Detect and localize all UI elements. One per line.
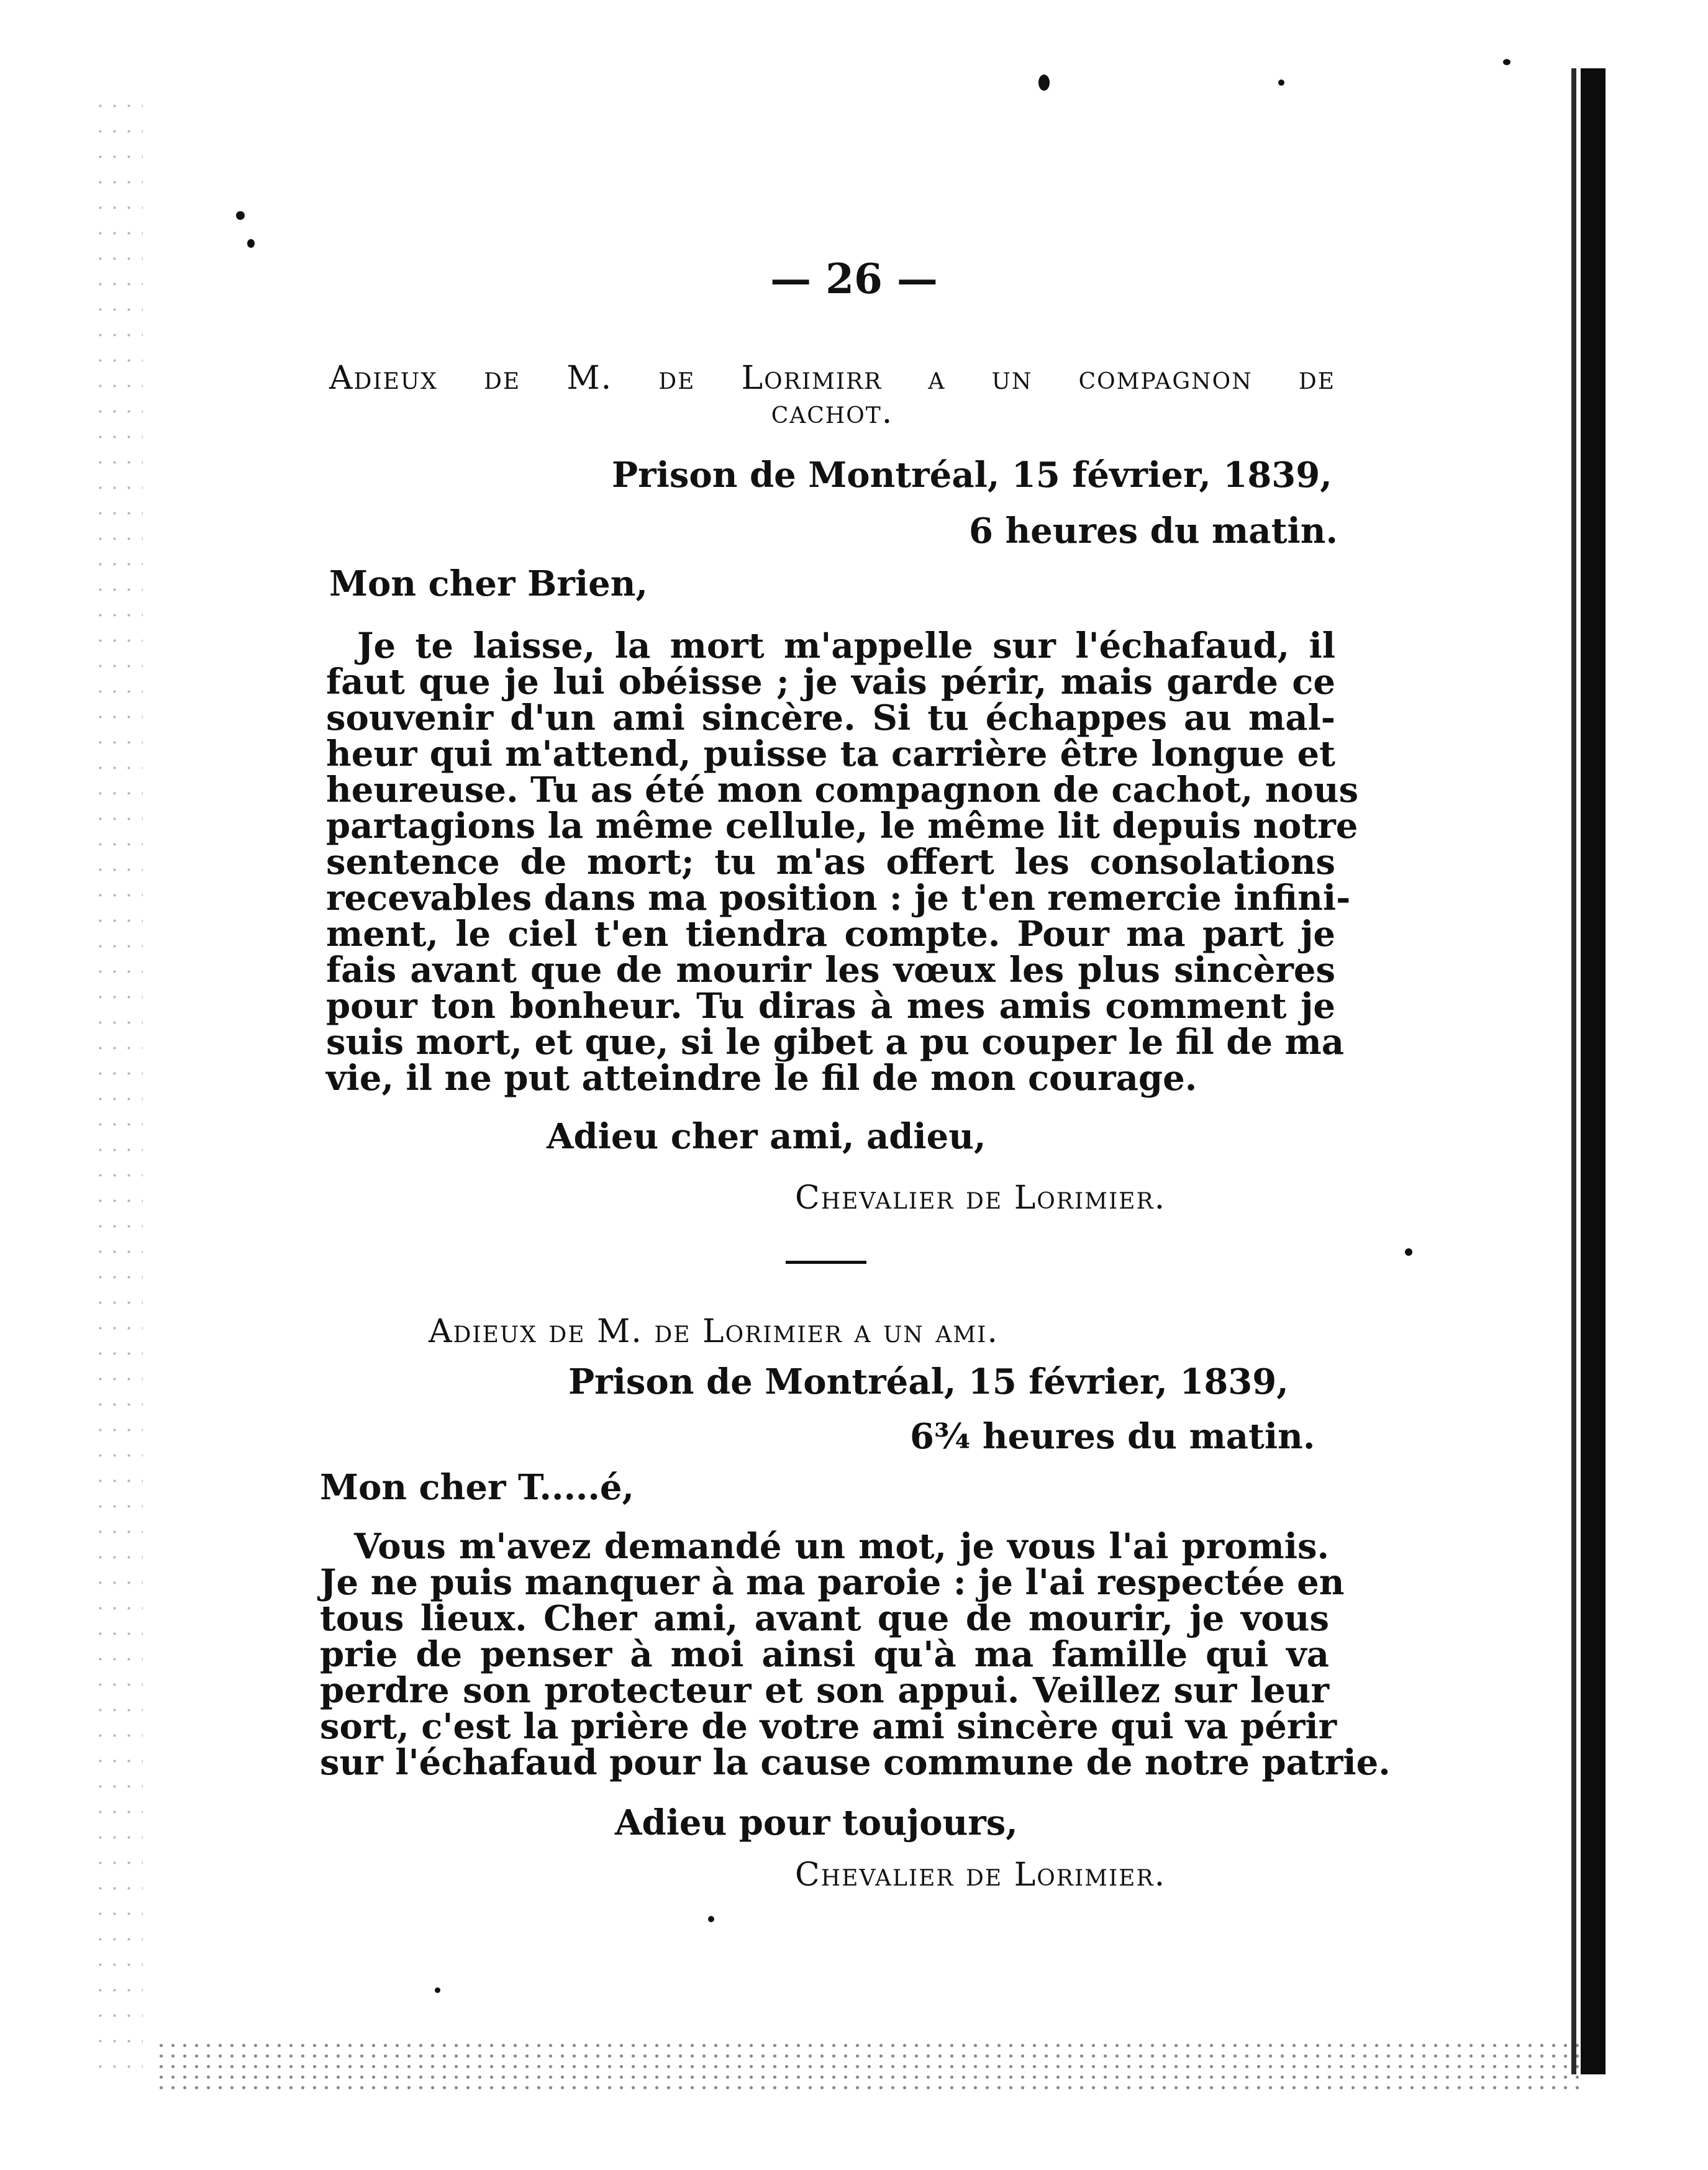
scan-speck bbox=[236, 211, 245, 220]
letter1-body-line: pour ton bonheur. Tu diras à mes amis comment je bbox=[326, 986, 1335, 1027]
letter2-signature: Chevalier de Lorimier. bbox=[795, 1856, 1166, 1894]
scan-speck bbox=[247, 239, 255, 248]
left-edge-speckle bbox=[93, 93, 143, 2081]
letter1-body-line: partagions la même cellule, le même lit depuis notre bbox=[326, 806, 1358, 847]
letter2-closing: Adieu pour toujours, bbox=[615, 1802, 1018, 1843]
letter2-time: 6¾ heures du matin. bbox=[910, 1416, 1315, 1457]
letter1-body-line: heur qui m'attend, puisse ta carrière être longue et bbox=[326, 733, 1335, 774]
letter1-body-line: heureuse. Tu as été mon compagnon de cachot, nous bbox=[326, 769, 1359, 810]
scan-speck bbox=[1405, 1248, 1412, 1256]
page-number: — 26 — bbox=[770, 255, 938, 303]
letter1-body-line: sentence de mort; tu m'as offert les consolations bbox=[326, 842, 1335, 883]
letter1-title: Adieux de M. de Lorimirr a un compagnon de bbox=[329, 360, 1335, 397]
letter1-salutation: Mon cher Brien, bbox=[329, 563, 648, 604]
scan-speck bbox=[1278, 79, 1284, 86]
letter1-closing: Adieu cher ami, adieu, bbox=[547, 1116, 986, 1157]
letter1-title-cont: cachot. bbox=[771, 394, 894, 431]
letter1-signature: Chevalier de Lorimier. bbox=[795, 1179, 1166, 1217]
letter2-body-line: sur l'échafaud pour la cause commune de notre patrie. bbox=[320, 1742, 1391, 1783]
letter1-time: 6 heures du matin. bbox=[969, 511, 1338, 552]
letter1-body-line: fais avant que de mourir les vœux les plus sincères bbox=[326, 950, 1335, 991]
scan-speck bbox=[1038, 75, 1050, 91]
letter2-body-line: tous lieux. Cher ami, avant que de mourir, je vous bbox=[320, 1598, 1329, 1639]
section-divider bbox=[786, 1261, 866, 1264]
letter2-salutation: Mon cher T.....é, bbox=[320, 1467, 635, 1508]
letter2-body-line: sort, c'est la prière de votre ami sincère qui va périr bbox=[320, 1706, 1337, 1747]
bottom-edge-speckle bbox=[155, 2040, 1584, 2090]
scan-speck bbox=[435, 1987, 440, 1993]
letter2-body-line: prie de penser à moi ainsi qu'à ma famille qui va bbox=[320, 1634, 1329, 1675]
letter1-body-line: vie, il ne put atteindre le fil de mon courage. bbox=[326, 1058, 1197, 1099]
letter1-body-line: faut que je lui obéisse ; je vais périr, mais garde ce bbox=[326, 661, 1335, 702]
letter1-body-line: suis mort, et que, si le gibet a pu couper le fil de ma bbox=[326, 1022, 1345, 1063]
letter1-body-line: ment, le ciel t'en tiendra compte. Pour ma part je bbox=[326, 914, 1335, 955]
binding-edge-thin bbox=[1571, 68, 1576, 2074]
letter1-body-line: recevables dans ma position : je t'en remercie infini- bbox=[326, 878, 1351, 919]
letter1-body-line: Je te laisse, la mort m'appelle sur l'échafaud, il bbox=[357, 625, 1335, 666]
letter2-place-date: Prison de Montréal, 15 février, 1839, bbox=[568, 1361, 1289, 1402]
letter2-body-line: Vous m'avez demandé un mot, je vous l'ai promis. bbox=[354, 1526, 1329, 1567]
binding-edge bbox=[1581, 68, 1606, 2074]
letter2-title: Adieux de M. de Lorimier a un ami. bbox=[429, 1313, 999, 1350]
letter2-body-line: Je ne puis manquer à ma paroie : je l'ai respectée en bbox=[320, 1562, 1345, 1603]
scan-speck bbox=[708, 1916, 714, 1922]
letter1-place-date: Prison de Montréal, 15 février, 1839, bbox=[612, 455, 1332, 496]
scan-speck bbox=[1503, 59, 1510, 65]
letter2-body-line: perdre son protecteur et son appui. Veillez sur leur bbox=[320, 1670, 1329, 1711]
letter1-body-line: souvenir d'un ami sincère. Si tu échappes au mal- bbox=[326, 697, 1335, 738]
